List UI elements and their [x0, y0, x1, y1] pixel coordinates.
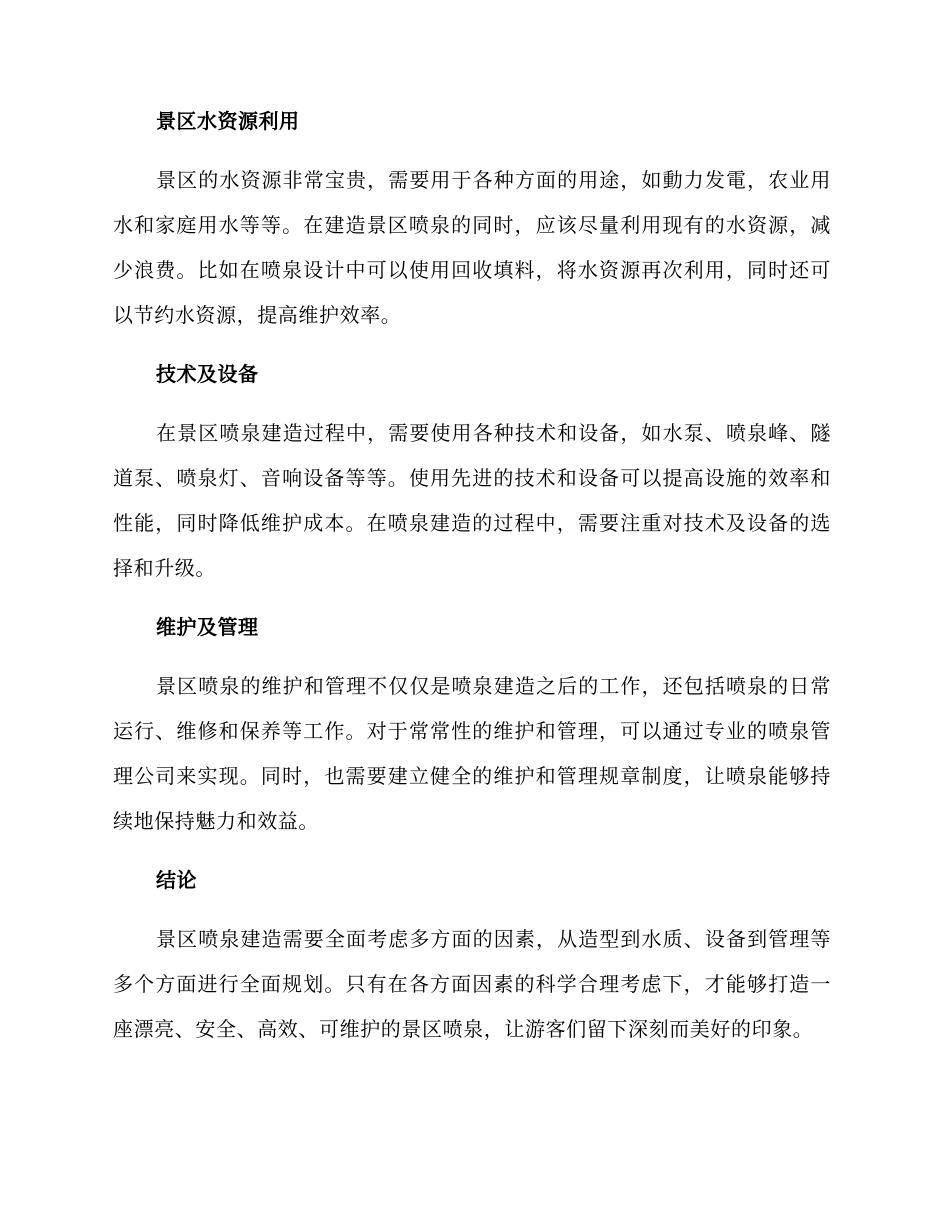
section-heading-conclusion: 结论 [156, 868, 197, 892]
document-page [113, 106, 831, 1052]
section-heading-technology-equipment: 技术及设备 [156, 362, 259, 386]
section-body-maintenance-management: 景区喷泉的维护和管理不仅仅是喷泉建造之后的工作，还包括喷泉的日常运行、维修和保养等工作。对于常常性的维护和管理，可以通过专业的喷泉管理公司来实现。同时，也需要建立健全的维护和管理规章制度，让喷泉能够持续地保持魅力和效益。 [113, 674, 831, 833]
section-body-technology-equipment: 在景区喷泉建造过程中，需要使用各种技术和设备，如水泵、喷泉峰、隧道泵、喷泉灯、音响设备等等。使用先进的技术和设备可以提高设施的效率和性能，同时降低维护成本。在喷泉建造的过程中，需要注重对技术及设备的选择和升级。 [113, 421, 831, 580]
section-heading-water-resources: 景区水资源利用 [156, 109, 300, 133]
section-heading-maintenance-management: 维护及管理 [156, 615, 259, 639]
section-body-conclusion: 景区喷泉建造需要全面考虑多方面的因素，从造型到水质、设备到管理等多个方面进行全面规划。只有在各方面因素的科学合理考虑下，才能够打造一座漂亮、安全、高效、可维护的景区喷泉，让游客们留下深刻而美好的印象。 [113, 927, 831, 1041]
section-body-water-resources: 景区的水资源非常宝贵，需要用于各种方面的用途，如動力发電，农业用水和家庭用水等等。在建造景区喷泉的同时，应该尽量利用现有的水资源，减少浪费。比如在喷泉设计中可以使用回收填料，将水资源再次利用，同时还可以节约水资源，提高维护效率。 [113, 168, 831, 327]
